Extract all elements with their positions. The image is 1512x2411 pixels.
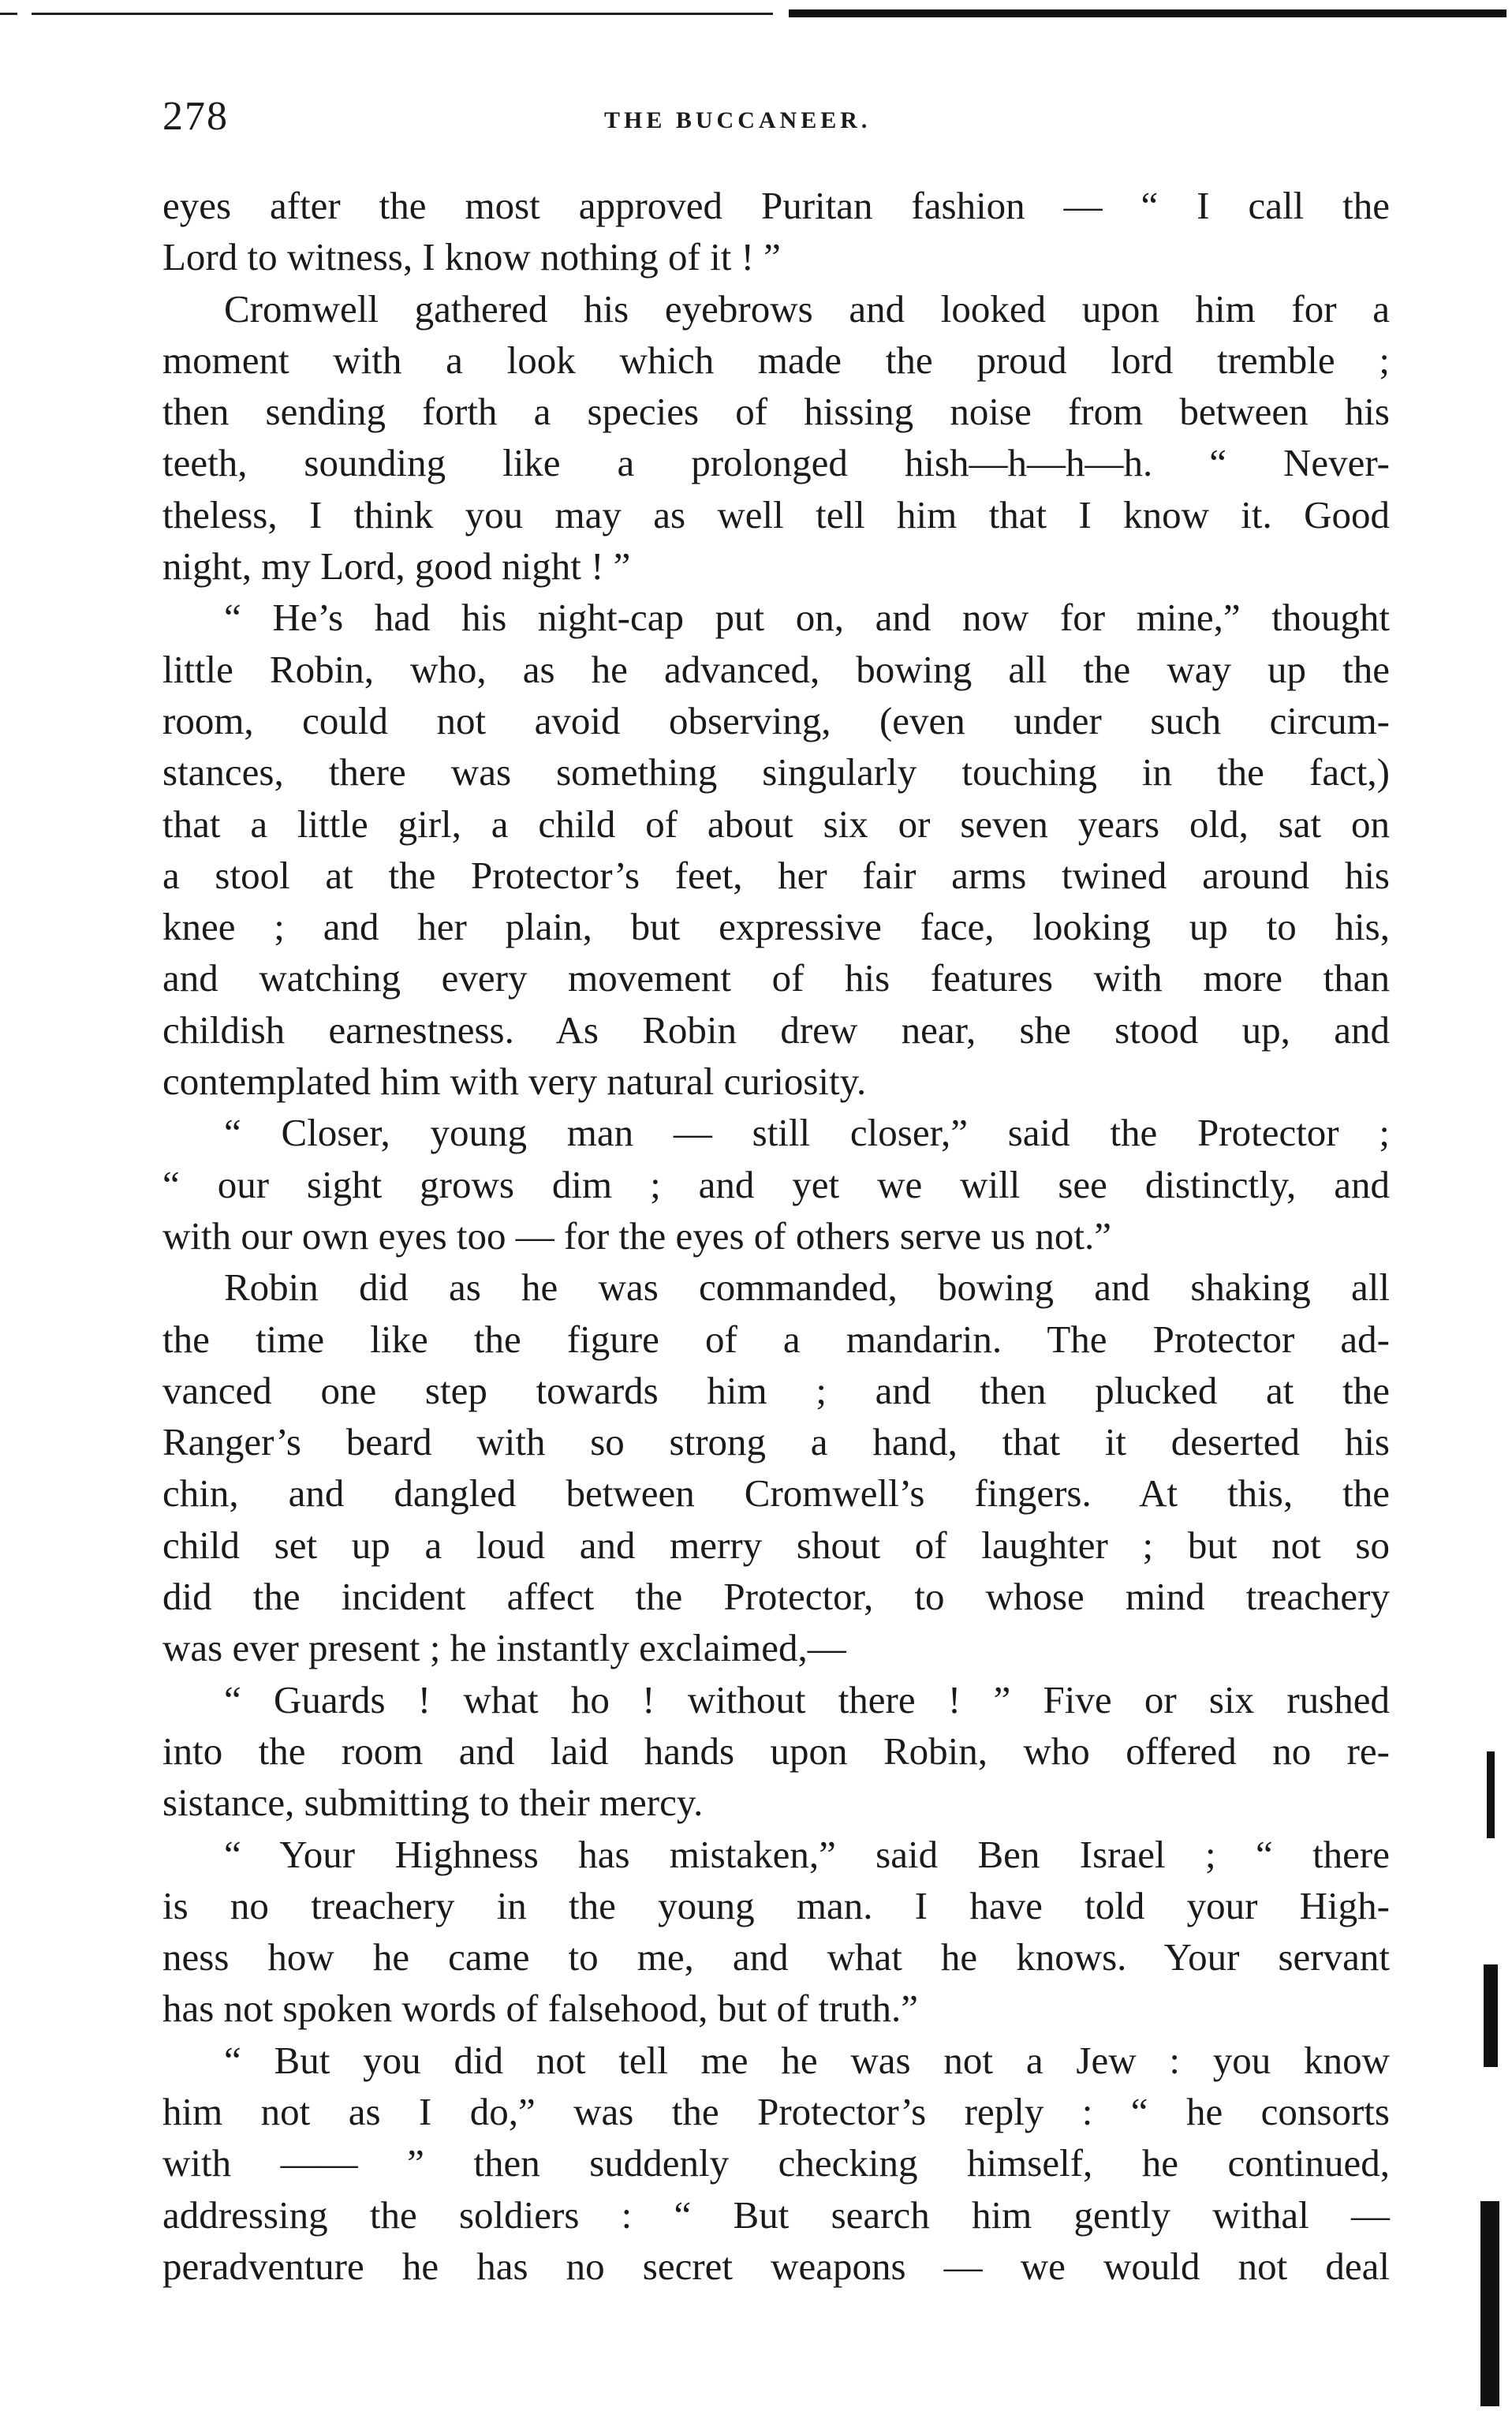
text-line: with our own eyes too — for the eyes of others serve us not.” — [162, 1213, 1111, 1258]
text-line: “ Guards ! what ho ! without there ! ” Five or six rushed — [224, 1677, 1390, 1721]
text-line: little Robin, who, as he advanced, bowing all the way up the — [162, 647, 1390, 691]
top-rule-dash — [0, 13, 17, 15]
top-rule-thin — [32, 13, 773, 15]
text-line: did the incident affect the Protector, to whose mind treachery — [162, 1575, 1390, 1619]
text-line: eyes after the most approved Puritan fashion — “ I call the — [162, 184, 1390, 227]
text-line: him not as I do,” was the Protector’s reply : “ he consorts — [162, 2089, 1390, 2133]
text-line: room, could not avoid observing, (even under such circum- — [162, 698, 1390, 742]
text-line: teeth, sounding like a prolonged hish—h—h—h. “ Never- — [162, 441, 1390, 485]
edge-mark — [1487, 1751, 1495, 1838]
text-line: with —— ” then suddenly checking himself, he continued, — [162, 2141, 1390, 2185]
text-line: ness how he came to me, and what he knows. Your servant — [162, 1935, 1390, 1979]
text-line: theless, I think you may as well tell him that I know it. Good — [162, 492, 1390, 536]
edge-mark — [1484, 1964, 1498, 2067]
text-line: “ He’s had his night-cap put on, and now for mine,” thought — [224, 596, 1390, 640]
running-title: THE BUCCANEER. — [604, 107, 872, 133]
text-line: into the room and laid hands upon Robin, who offered no re- — [162, 1729, 1390, 1773]
text-line: Ranger’s beard with so strong a hand, that it deserted his — [162, 1420, 1390, 1464]
text-line: is no treachery in the young man. I have told your High- — [162, 1883, 1390, 1927]
text-line: a stool at the Protector’s feet, her fair arms twined around his — [162, 853, 1390, 897]
text-line: was ever present ; he instantly exclaimed,— — [162, 1626, 846, 1670]
page-edge-marks — [1480, 0, 1512, 2411]
text-line: childish earnestness. As Robin drew near, she stood up, and — [162, 1007, 1390, 1052]
text-line: Cromwell gathered his eyebrows and looked upon him for a — [224, 286, 1390, 331]
text-line: then sending forth a species of hissing noise from between his — [162, 390, 1390, 434]
body-text — [162, 180, 1390, 2292]
text-line: “ our sight grows dim ; and yet we will see distinctly, and — [162, 1162, 1390, 1206]
text-line: chin, and dangled between Cromwell’s fingers. At this, the — [162, 1471, 1390, 1516]
top-rule — [0, 8, 1512, 19]
text-line: has not spoken words of falsehood, but of truth.” — [162, 1987, 919, 2031]
page-number: 278 — [162, 94, 229, 139]
text-line: “ Closer, young man — still closer,” said the Protector ; — [224, 1111, 1390, 1155]
text-line: “ But you did not tell me he was not a Jew : you know — [224, 2038, 1390, 2082]
text-line: contemplated him with very natural curiosity. — [162, 1060, 867, 1104]
text-line: night, my Lord, good night ! ” — [162, 544, 631, 589]
text-line: moment with a look which made the proud lord tremble ; — [162, 338, 1390, 382]
text-line: sistance, submitting to their mercy. — [162, 1781, 704, 1825]
text-line: peradventure he has no secret weapons — we would not deal — [162, 2244, 1390, 2288]
text-line: that a little girl, a child of about six or seven years old, sat on — [162, 802, 1390, 846]
text-line: knee ; and her plain, but expressive face, looking up to his, — [162, 905, 1390, 949]
text-line: stances, there was something singularly touching in the fact,) — [162, 750, 1390, 794]
text-line: addressing the soldiers : “ But search him gently withal — — [162, 2192, 1390, 2237]
text-line: and watching every movement of his features with more than — [162, 956, 1390, 1000]
page-header — [162, 93, 1390, 148]
text-line: vanced one step towards him ; and then plucked at the — [162, 1368, 1390, 1412]
text-line: “ Your Highness has mistaken,” said Ben Israel ; “ there — [224, 1832, 1390, 1876]
top-rule-thick — [789, 9, 1506, 17]
text-line: Robin did as he was commanded, bowing and shaking all — [224, 1265, 1390, 1310]
text-line: Lord to witness, I know nothing of it ! ” — [162, 235, 781, 279]
edge-mark — [1480, 2201, 1499, 2406]
text-line: child set up a loud and merry shout of laughter ; but not so — [162, 1523, 1390, 1567]
text-line: the time like the figure of a mandarin. The Protector ad- — [162, 1317, 1390, 1361]
